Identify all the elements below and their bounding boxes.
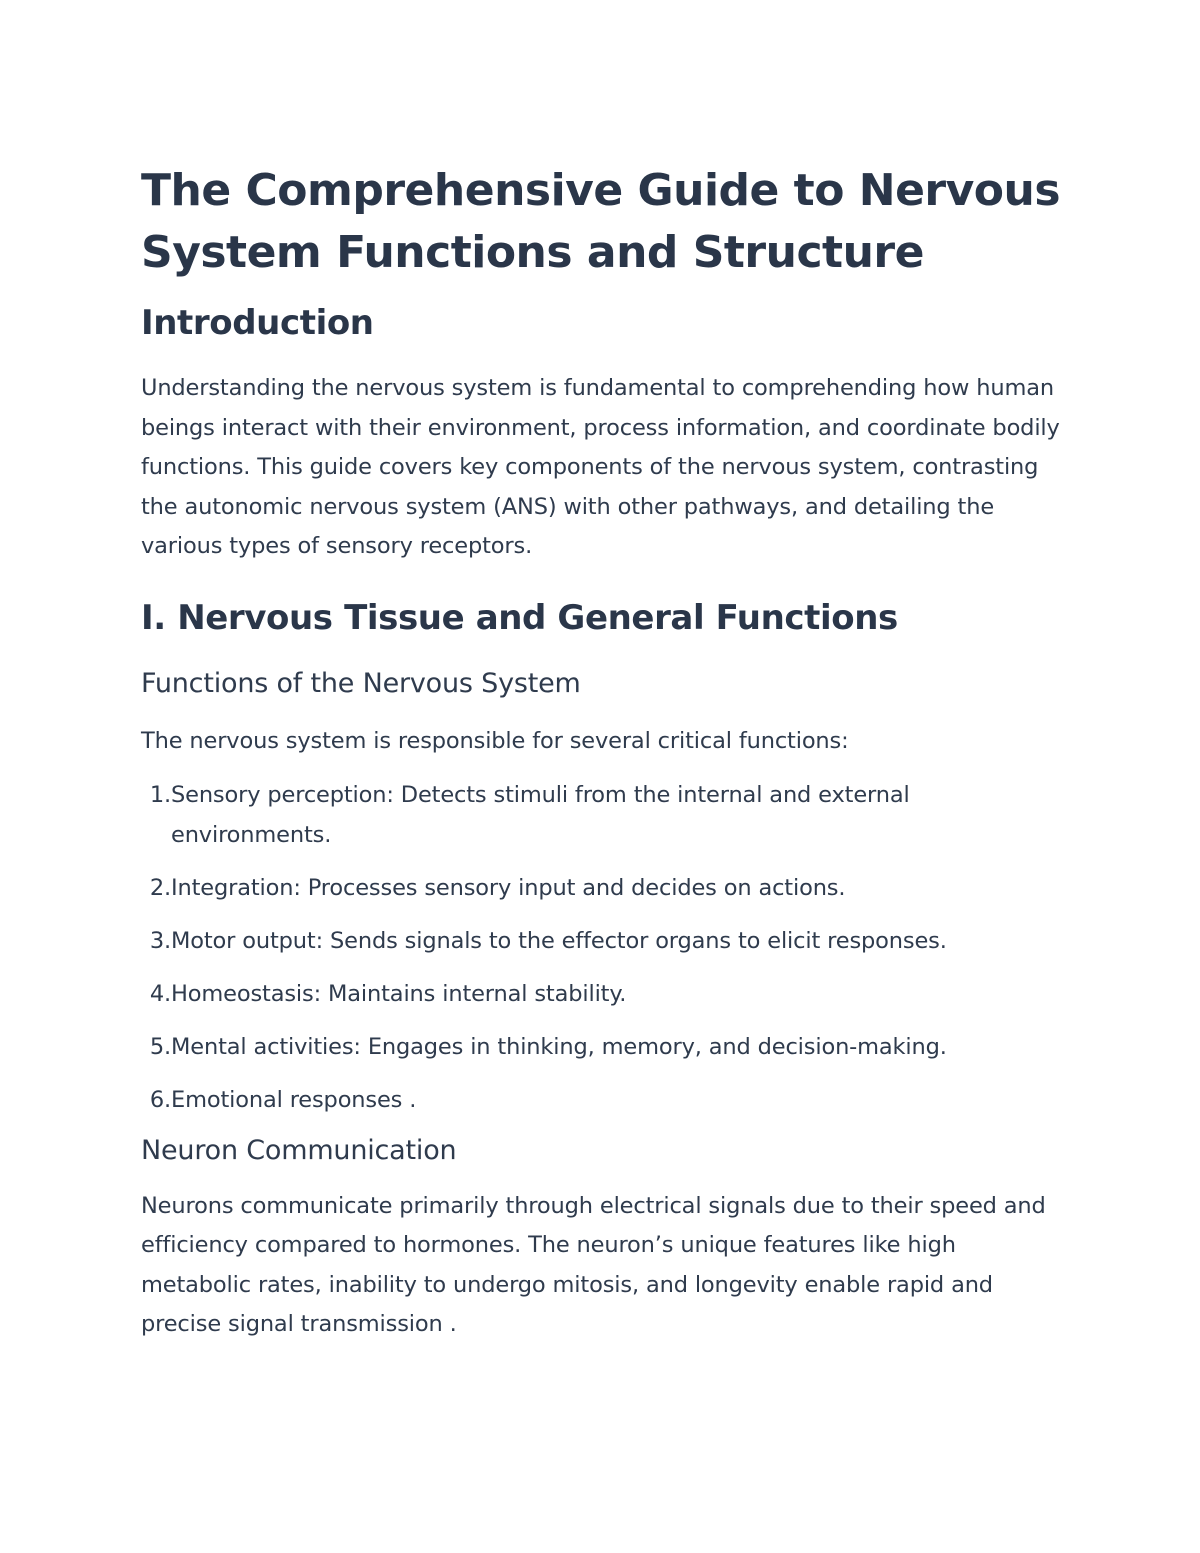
neuron-communication-paragraph: Neurons communicate primarily through electrical signals due to their speed and efficiency compared to hormones. The neuron’s unique features like high metabolic rates, inability to undergo mitosis, and longevity enable rapid and precise signal transmission . [141,1192,1046,1338]
list-item-number: 6. [149,1086,171,1113]
list-item-number: 3. [149,927,171,954]
list-item-text: Sensory perception: Detects stimuli from the internal and external environments. [171,781,910,848]
list-item-number: 1. [149,781,171,808]
list-item-text: Motor output: Sends signals to the effector organs to elicit responses. [171,927,947,954]
list-item [141,1027,1061,1067]
introduction-paragraph: Understanding the nervous system is fundamental to comprehending how human beings interact with their environment, process information, and coordinate bodily functions. This guide covers key components of the nervous system, contrasting the autonomic nervous system (ANS) with other pathways, and detailing the various types of sensory receptors. [141,375,1060,560]
functions-list [141,775,1061,1120]
list-item [141,868,1061,908]
section-1-heading: I. Nervous Tissue and General Functions [141,597,898,638]
list-item [141,974,1061,1014]
introduction-heading: Introduction [141,303,374,343]
document-page [141,160,1061,1345]
list-item-text: Emotional responses . [171,1086,417,1113]
list-item-number: 2. [149,874,171,901]
list-item-text: Homeostasis: Maintains internal stability. [171,980,627,1007]
document-title: The Comprehensive Guide to Nervous System Functions and Structure [141,165,1061,278]
neuron-communication-heading: Neuron Communication [141,1134,457,1166]
list-item-number: 4. [149,980,171,1007]
functions-heading: Functions of the Nervous System [141,667,581,699]
list-item [141,921,1061,961]
list-item [141,1080,1061,1120]
list-item-text: Integration: Processes sensory input and decides on actions. [171,874,846,901]
list-item [141,775,1061,855]
functions-lead-paragraph: The nervous system is responsible for several critical functions: [141,727,849,754]
list-item-number: 5. [149,1033,171,1060]
list-item-text: Mental activities: Engages in thinking, memory, and decision-making. [171,1033,947,1060]
